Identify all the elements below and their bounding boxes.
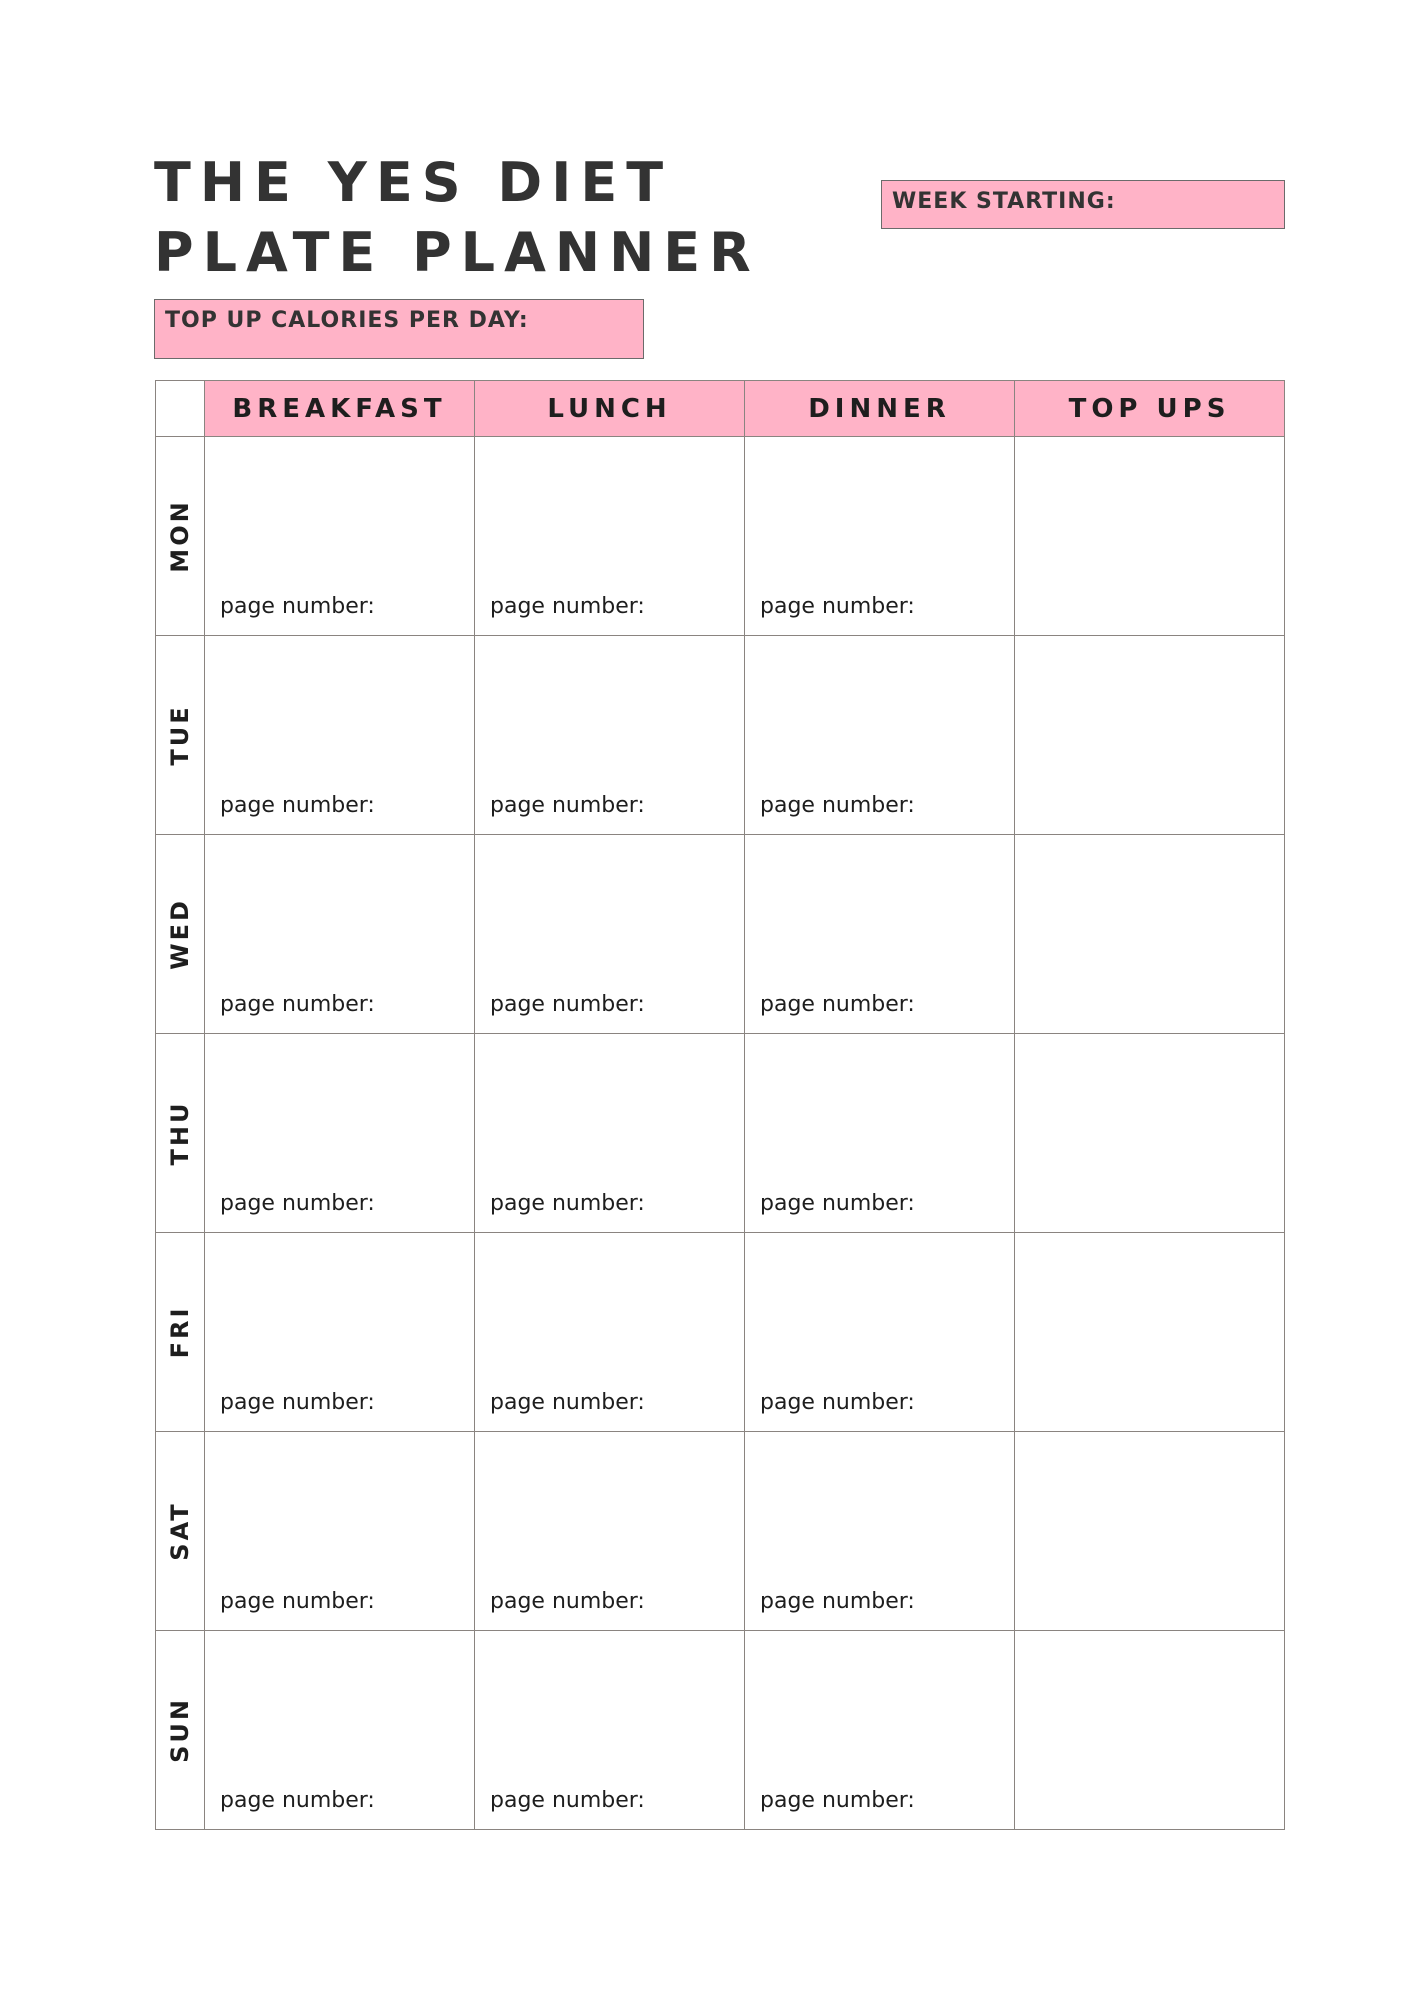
title-line-2: PLATE PLANNER <box>154 221 760 284</box>
column-header-lunch: LUNCH <box>475 381 745 437</box>
day-row-thu <box>156 1034 1285 1233</box>
page-number-label: page number: <box>220 793 375 818</box>
page-number-label: page number: <box>490 1788 645 1813</box>
page-number-label: page number: <box>490 1390 645 1415</box>
page-number-label: page number: <box>760 1191 915 1216</box>
corner-cell <box>156 381 205 437</box>
title-line-1: THE YES DIET <box>154 151 673 214</box>
day-row-mon <box>156 437 1285 636</box>
page-number-label: page number: <box>760 594 915 619</box>
day-label: FRI <box>166 1305 194 1359</box>
day-cell <box>156 1432 205 1631</box>
breakfast-cell[interactable] <box>205 437 475 636</box>
page-number-label: page number: <box>760 793 915 818</box>
week-starting-label: WEEK STARTING: <box>892 189 1116 214</box>
top-up-calories-label: TOP UP CALORIES PER DAY: <box>165 308 529 333</box>
page-number-label: page number: <box>220 1589 375 1614</box>
page-number-label: page number: <box>490 992 645 1017</box>
page-number-label: page number: <box>490 1191 645 1216</box>
column-header-breakfast: BREAKFAST <box>205 381 475 437</box>
lunch-cell[interactable] <box>475 1034 745 1233</box>
lunch-cell[interactable] <box>475 437 745 636</box>
page-number-label: page number: <box>220 992 375 1017</box>
page-number-label: page number: <box>220 1788 375 1813</box>
top-ups-cell[interactable] <box>1015 1432 1285 1631</box>
top-ups-cell[interactable] <box>1015 437 1285 636</box>
breakfast-cell[interactable] <box>205 1233 475 1432</box>
top-ups-cell[interactable] <box>1015 1233 1285 1432</box>
page-number-label: page number: <box>490 793 645 818</box>
header-row <box>156 381 1285 437</box>
page-number-label: page number: <box>760 1589 915 1614</box>
lunch-cell[interactable] <box>475 636 745 835</box>
day-label: MON <box>166 499 194 573</box>
day-label: SUN <box>166 1697 194 1763</box>
day-label: WED <box>166 898 194 970</box>
dinner-cell[interactable] <box>745 1233 1015 1432</box>
day-cell <box>156 1233 205 1432</box>
top-ups-cell[interactable] <box>1015 636 1285 835</box>
page-number-label: page number: <box>760 1390 915 1415</box>
dinner-cell[interactable] <box>745 437 1015 636</box>
day-cell <box>156 835 205 1034</box>
day-row-sun <box>156 1631 1285 1830</box>
breakfast-cell[interactable] <box>205 1034 475 1233</box>
breakfast-cell[interactable] <box>205 636 475 835</box>
day-label: THU <box>166 1100 194 1166</box>
lunch-cell[interactable] <box>475 1432 745 1631</box>
week-starting-field[interactable] <box>881 180 1285 229</box>
page-title <box>154 148 760 288</box>
lunch-cell[interactable] <box>475 1631 745 1830</box>
day-row-tue <box>156 636 1285 835</box>
top-ups-cell[interactable] <box>1015 1034 1285 1233</box>
breakfast-cell[interactable] <box>205 835 475 1034</box>
breakfast-cell[interactable] <box>205 1631 475 1830</box>
lunch-cell[interactable] <box>475 835 745 1034</box>
page-number-label: page number: <box>220 1191 375 1216</box>
dinner-cell[interactable] <box>745 1432 1015 1631</box>
column-header-dinner: DINNER <box>745 381 1015 437</box>
column-header-top-ups: TOP UPS <box>1015 381 1285 437</box>
day-row-fri <box>156 1233 1285 1432</box>
plate-planner-table <box>155 380 1285 1830</box>
page-number-label: page number: <box>220 1390 375 1415</box>
day-label: TUE <box>166 704 194 766</box>
day-row-wed <box>156 835 1285 1034</box>
day-cell <box>156 636 205 835</box>
day-row-sat <box>156 1432 1285 1631</box>
day-label: SAT <box>166 1501 194 1561</box>
dinner-cell[interactable] <box>745 835 1015 1034</box>
day-cell <box>156 1034 205 1233</box>
breakfast-cell[interactable] <box>205 1432 475 1631</box>
dinner-cell[interactable] <box>745 1034 1015 1233</box>
page-number-label: page number: <box>490 1589 645 1614</box>
top-up-calories-field[interactable] <box>154 299 644 359</box>
top-ups-cell[interactable] <box>1015 1631 1285 1830</box>
lunch-cell[interactable] <box>475 1233 745 1432</box>
dinner-cell[interactable] <box>745 636 1015 835</box>
page-number-label: page number: <box>490 594 645 619</box>
page-number-label: page number: <box>220 594 375 619</box>
dinner-cell[interactable] <box>745 1631 1015 1830</box>
page-number-label: page number: <box>760 1788 915 1813</box>
top-ups-cell[interactable] <box>1015 835 1285 1034</box>
page-number-label: page number: <box>760 992 915 1017</box>
planner-body <box>156 437 1285 1830</box>
day-cell <box>156 437 205 636</box>
day-cell <box>156 1631 205 1830</box>
